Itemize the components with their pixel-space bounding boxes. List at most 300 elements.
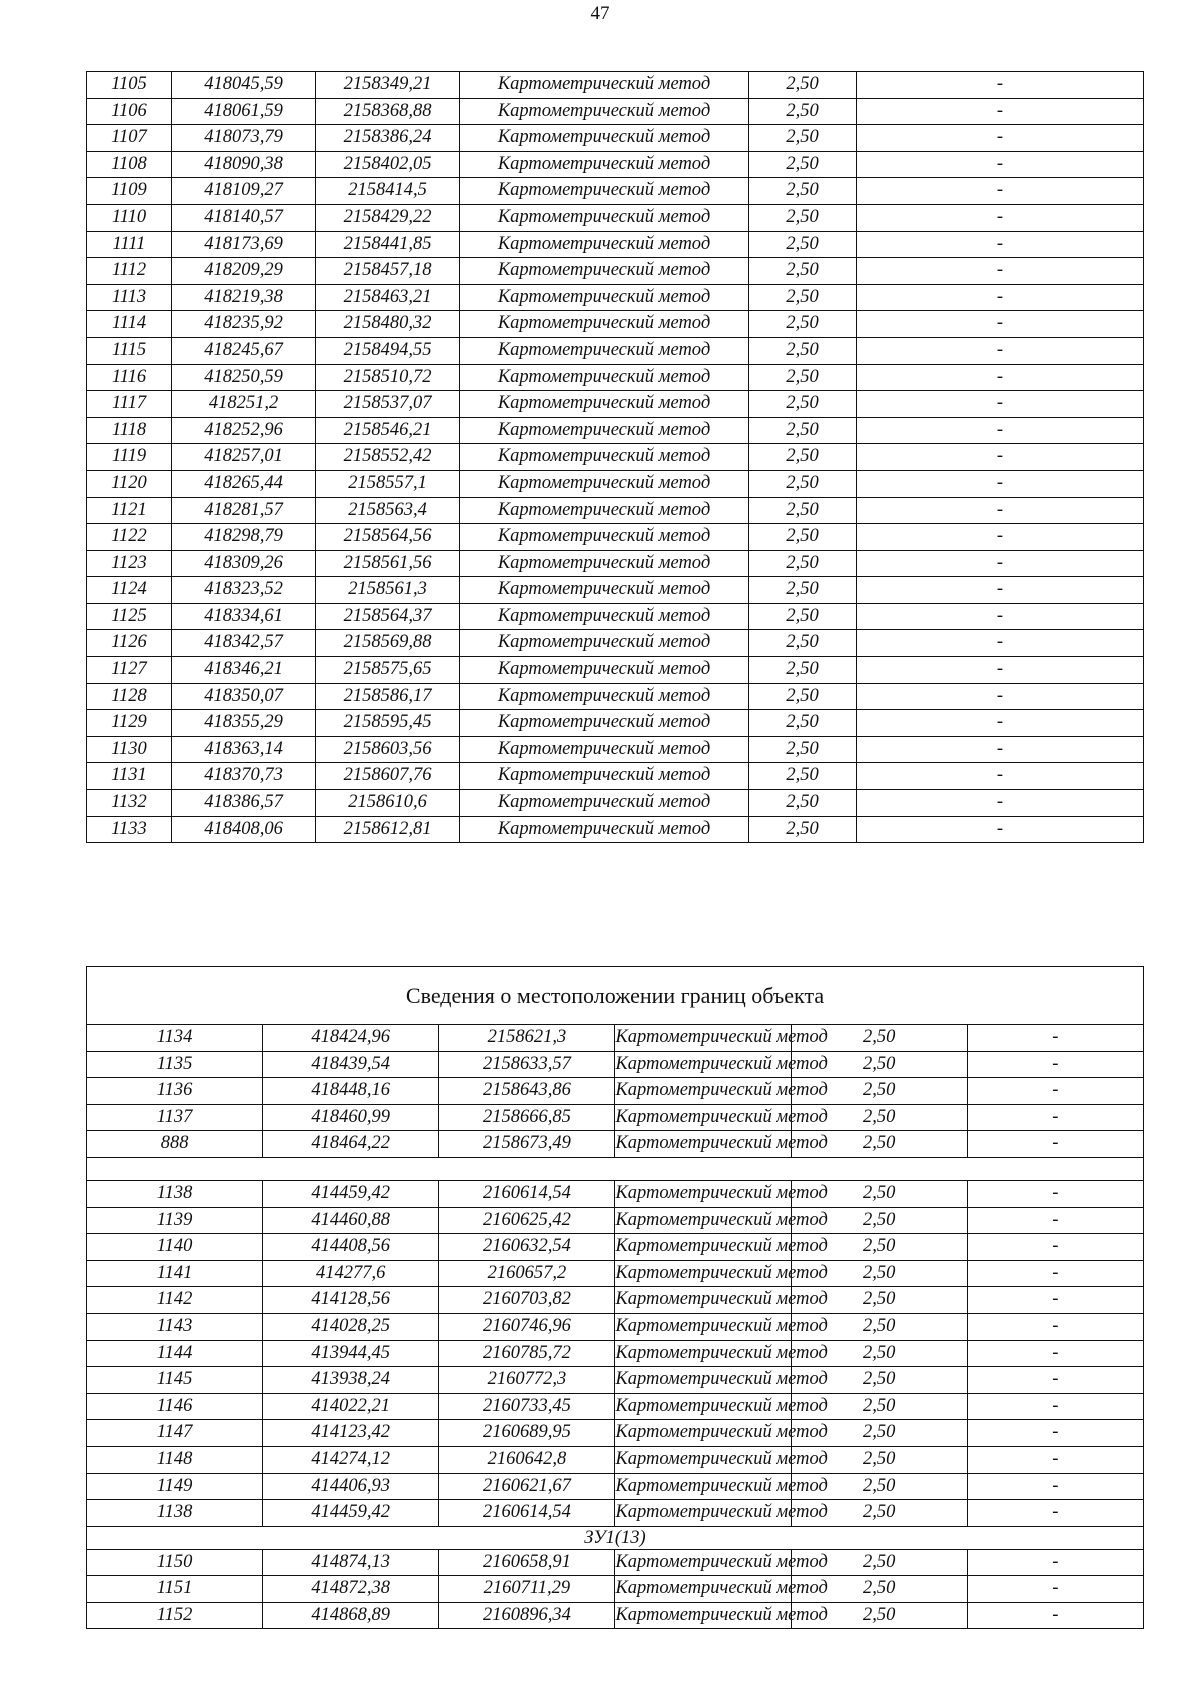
x-coordinate-cell: 414028,25 xyxy=(263,1313,439,1340)
accuracy-cell: 2,50 xyxy=(749,337,857,364)
description-cell: - xyxy=(857,497,1144,524)
x-coordinate-cell: 418408,06 xyxy=(172,816,316,843)
point-number-cell: 1151 xyxy=(87,1576,263,1603)
accuracy-cell: 2,50 xyxy=(791,1393,967,1420)
coordinates-table-1 xyxy=(86,71,1144,843)
description-cell: - xyxy=(857,417,1144,444)
table-row xyxy=(87,1260,1144,1287)
accuracy-cell: 2,50 xyxy=(749,72,857,99)
y-coordinate-cell: 2158386,24 xyxy=(316,125,460,152)
table-row xyxy=(87,550,1144,577)
point-number-cell: 1121 xyxy=(87,497,172,524)
accuracy-cell: 2,50 xyxy=(791,1313,967,1340)
table-row xyxy=(87,1420,1144,1447)
accuracy-cell: 2,50 xyxy=(791,1025,967,1052)
table-row xyxy=(87,1367,1144,1394)
accuracy-cell: 2,50 xyxy=(749,178,857,205)
group-c-label-section xyxy=(87,1526,1144,1549)
accuracy-cell: 2,50 xyxy=(749,258,857,285)
description-cell: - xyxy=(857,391,1144,418)
method-cell: Картометрический метод xyxy=(460,603,749,630)
x-coordinate-cell: 414123,42 xyxy=(263,1420,439,1447)
table-row xyxy=(87,657,1144,684)
method-cell: Картометрический метод xyxy=(615,1287,791,1314)
table-row xyxy=(87,1313,1144,1340)
method-cell: Картометрический метод xyxy=(460,231,749,258)
accuracy-cell: 2,50 xyxy=(791,1131,967,1158)
x-coordinate-cell: 418173,69 xyxy=(172,231,316,258)
table-row xyxy=(87,710,1144,737)
table-row xyxy=(87,470,1144,497)
point-number-cell: 1148 xyxy=(87,1446,263,1473)
table-row xyxy=(87,1576,1144,1603)
point-number-cell: 1144 xyxy=(87,1340,263,1367)
accuracy-cell: 2,50 xyxy=(791,1234,967,1261)
accuracy-cell: 2,50 xyxy=(749,364,857,391)
x-coordinate-cell: 418061,59 xyxy=(172,98,316,125)
description-cell: - xyxy=(857,603,1144,630)
y-coordinate-cell: 2158537,07 xyxy=(316,391,460,418)
description-cell: - xyxy=(967,1287,1143,1314)
x-coordinate-cell: 414868,89 xyxy=(263,1602,439,1629)
accuracy-cell: 2,50 xyxy=(791,1260,967,1287)
point-number-cell: 1110 xyxy=(87,204,172,231)
description-cell: - xyxy=(967,1104,1143,1131)
accuracy-cell: 2,50 xyxy=(791,1051,967,1078)
point-number-cell: 1112 xyxy=(87,258,172,285)
description-cell: - xyxy=(857,151,1144,178)
method-cell: Картометрический метод xyxy=(615,1131,791,1158)
description-cell: - xyxy=(857,258,1144,285)
accuracy-cell: 2,50 xyxy=(791,1367,967,1394)
y-coordinate-cell: 2158494,55 xyxy=(316,337,460,364)
point-number-cell: 1150 xyxy=(87,1549,263,1576)
point-number-cell: 1115 xyxy=(87,337,172,364)
description-cell: - xyxy=(967,1393,1143,1420)
table-row xyxy=(87,683,1144,710)
x-coordinate-cell: 414128,56 xyxy=(263,1287,439,1314)
description-cell: - xyxy=(857,710,1144,737)
description-cell: - xyxy=(857,337,1144,364)
y-coordinate-cell: 2158633,57 xyxy=(439,1051,615,1078)
description-cell: - xyxy=(967,1207,1143,1234)
x-coordinate-cell: 418346,21 xyxy=(172,657,316,684)
y-coordinate-cell: 2158612,81 xyxy=(316,816,460,843)
x-coordinate-cell: 418265,44 xyxy=(172,470,316,497)
point-number-cell: 1139 xyxy=(87,1207,263,1234)
description-cell: - xyxy=(857,550,1144,577)
accuracy-cell: 2,50 xyxy=(749,417,857,444)
x-coordinate-cell: 418109,27 xyxy=(172,178,316,205)
description-cell: - xyxy=(857,204,1144,231)
x-coordinate-cell: 418257,01 xyxy=(172,444,316,471)
table-title: Сведения о местоположении границ объекта xyxy=(87,967,1144,1025)
accuracy-cell: 2,50 xyxy=(749,790,857,817)
y-coordinate-cell: 2158429,22 xyxy=(316,204,460,231)
x-coordinate-cell: 418464,22 xyxy=(263,1131,439,1158)
description-cell: - xyxy=(857,125,1144,152)
method-cell: Картометрический метод xyxy=(460,151,749,178)
x-coordinate-cell: 414274,12 xyxy=(263,1446,439,1473)
coordinates-group-a xyxy=(87,1025,1144,1158)
table-row xyxy=(87,1393,1144,1420)
x-coordinate-cell: 418342,57 xyxy=(172,630,316,657)
point-number-cell: 1130 xyxy=(87,736,172,763)
method-cell: Картометрический метод xyxy=(460,524,749,551)
y-coordinate-cell: 2158575,65 xyxy=(316,657,460,684)
method-cell: Картометрический метод xyxy=(460,125,749,152)
accuracy-cell: 2,50 xyxy=(749,736,857,763)
x-coordinate-cell: 418252,96 xyxy=(172,417,316,444)
method-cell: Картометрический метод xyxy=(615,1367,791,1394)
method-cell: Картометрический метод xyxy=(615,1576,791,1603)
table-row xyxy=(87,231,1144,258)
description-cell: - xyxy=(857,630,1144,657)
point-number-cell: 1125 xyxy=(87,603,172,630)
table-row xyxy=(87,1234,1144,1261)
y-coordinate-cell: 2160703,82 xyxy=(439,1287,615,1314)
method-cell: Картометрический метод xyxy=(615,1500,791,1527)
page-number: 47 xyxy=(590,3,610,24)
x-coordinate-cell: 418281,57 xyxy=(172,497,316,524)
x-coordinate-cell: 418334,61 xyxy=(172,603,316,630)
description-cell: - xyxy=(967,1078,1143,1105)
point-number-cell: 1123 xyxy=(87,550,172,577)
point-number-cell: 1132 xyxy=(87,790,172,817)
method-cell: Картометрический метод xyxy=(460,204,749,231)
method-cell: Картометрический метод xyxy=(615,1340,791,1367)
table-row xyxy=(87,1131,1144,1158)
point-number-cell: 1147 xyxy=(87,1420,263,1447)
point-number-cell: 1109 xyxy=(87,178,172,205)
description-cell: - xyxy=(967,1576,1143,1603)
accuracy-cell: 2,50 xyxy=(749,470,857,497)
description-cell: - xyxy=(857,736,1144,763)
method-cell: Картометрический метод xyxy=(460,683,749,710)
method-cell: Картометрический метод xyxy=(615,1473,791,1500)
y-coordinate-cell: 2158368,88 xyxy=(316,98,460,125)
accuracy-cell: 2,50 xyxy=(791,1287,967,1314)
table-row xyxy=(87,630,1144,657)
y-coordinate-cell: 2160772,3 xyxy=(439,1367,615,1394)
point-number-cell: 1129 xyxy=(87,710,172,737)
method-cell: Картометрический метод xyxy=(460,657,749,684)
point-number-cell: 1142 xyxy=(87,1287,263,1314)
y-coordinate-cell: 2158557,1 xyxy=(316,470,460,497)
table-row xyxy=(87,736,1144,763)
x-coordinate-cell: 418045,59 xyxy=(172,72,316,99)
accuracy-cell: 2,50 xyxy=(749,524,857,551)
table-row xyxy=(87,1549,1144,1576)
accuracy-cell: 2,50 xyxy=(749,497,857,524)
table-row xyxy=(87,72,1144,99)
method-cell: Картометрический метод xyxy=(460,311,749,338)
y-coordinate-cell: 2158673,49 xyxy=(439,1131,615,1158)
method-cell: Картометрический метод xyxy=(460,470,749,497)
x-coordinate-cell: 418323,52 xyxy=(172,577,316,604)
accuracy-cell: 2,50 xyxy=(749,231,857,258)
x-coordinate-cell: 413944,45 xyxy=(263,1340,439,1367)
table-row xyxy=(87,444,1144,471)
method-cell: Картометрический метод xyxy=(615,1207,791,1234)
table-row xyxy=(87,284,1144,311)
method-cell: Картометрический метод xyxy=(460,577,749,604)
accuracy-cell: 2,50 xyxy=(791,1078,967,1105)
point-number-cell: 1118 xyxy=(87,417,172,444)
accuracy-cell: 2,50 xyxy=(749,125,857,152)
x-coordinate-cell: 418460,99 xyxy=(263,1104,439,1131)
method-cell: Картометрический метод xyxy=(615,1260,791,1287)
point-number-cell: 1116 xyxy=(87,364,172,391)
x-coordinate-cell: 414459,42 xyxy=(263,1500,439,1527)
coordinates-group-b xyxy=(87,1180,1144,1526)
x-coordinate-cell: 418251,2 xyxy=(172,391,316,418)
point-number-cell: 1114 xyxy=(87,311,172,338)
method-cell: Картометрический метод xyxy=(460,364,749,391)
point-number-cell: 1122 xyxy=(87,524,172,551)
table-row xyxy=(87,1180,1144,1207)
description-cell: - xyxy=(967,1051,1143,1078)
y-coordinate-cell: 2158643,86 xyxy=(439,1078,615,1105)
accuracy-cell: 2,50 xyxy=(749,577,857,604)
table-row xyxy=(87,337,1144,364)
method-cell: Картометрический метод xyxy=(460,550,749,577)
method-cell: Картометрический метод xyxy=(460,337,749,364)
table-row xyxy=(87,763,1144,790)
x-coordinate-cell: 418309,26 xyxy=(172,550,316,577)
x-coordinate-cell: 414408,56 xyxy=(263,1234,439,1261)
coordinates-group-c xyxy=(87,1549,1144,1629)
description-cell: - xyxy=(857,577,1144,604)
description-cell: - xyxy=(967,1500,1143,1527)
y-coordinate-cell: 2158563,4 xyxy=(316,497,460,524)
x-coordinate-cell: 413938,24 xyxy=(263,1367,439,1394)
method-cell: Картометрический метод xyxy=(460,736,749,763)
table-row xyxy=(87,1287,1144,1314)
method-cell: Картометрический метод xyxy=(615,1393,791,1420)
description-cell: - xyxy=(967,1446,1143,1473)
accuracy-cell: 2,50 xyxy=(749,657,857,684)
y-coordinate-cell: 2158595,45 xyxy=(316,710,460,737)
y-coordinate-cell: 2158402,05 xyxy=(316,151,460,178)
table-row xyxy=(87,1025,1144,1052)
method-cell: Картометрический метод xyxy=(615,1104,791,1131)
group-label: ЗУ1(13) xyxy=(87,1526,1144,1549)
table-row xyxy=(87,1104,1144,1131)
point-number-cell: 1128 xyxy=(87,683,172,710)
point-number-cell: 1105 xyxy=(87,72,172,99)
point-number-cell: 1131 xyxy=(87,763,172,790)
point-number-cell: 1146 xyxy=(87,1393,263,1420)
description-cell: - xyxy=(857,790,1144,817)
accuracy-cell: 2,50 xyxy=(749,204,857,231)
blank-separator-cell xyxy=(87,1157,1144,1180)
coordinates-table-2-title-section xyxy=(87,967,1144,1025)
y-coordinate-cell: 2158564,37 xyxy=(316,603,460,630)
x-coordinate-cell: 414406,93 xyxy=(263,1473,439,1500)
description-cell: - xyxy=(857,470,1144,497)
description-cell: - xyxy=(967,1313,1143,1340)
description-cell: - xyxy=(967,1473,1143,1500)
point-number-cell: 1135 xyxy=(87,1051,263,1078)
x-coordinate-cell: 414277,6 xyxy=(263,1260,439,1287)
y-coordinate-cell: 2160746,96 xyxy=(439,1313,615,1340)
x-coordinate-cell: 418090,38 xyxy=(172,151,316,178)
description-cell: - xyxy=(857,683,1144,710)
y-coordinate-cell: 2160733,45 xyxy=(439,1393,615,1420)
x-coordinate-cell: 418209,29 xyxy=(172,258,316,285)
accuracy-cell: 2,50 xyxy=(749,630,857,657)
y-coordinate-cell: 2158480,32 xyxy=(316,311,460,338)
table-row xyxy=(87,178,1144,205)
accuracy-cell: 2,50 xyxy=(749,284,857,311)
y-coordinate-cell: 2158603,56 xyxy=(316,736,460,763)
y-coordinate-cell: 2158414,5 xyxy=(316,178,460,205)
x-coordinate-cell: 414874,13 xyxy=(263,1549,439,1576)
point-number-cell: 1138 xyxy=(87,1500,263,1527)
method-cell: Картометрический метод xyxy=(460,630,749,657)
table-row xyxy=(87,151,1144,178)
point-number-cell: 1117 xyxy=(87,391,172,418)
description-cell: - xyxy=(857,284,1144,311)
y-coordinate-cell: 2160614,54 xyxy=(439,1500,615,1527)
x-coordinate-cell: 418370,73 xyxy=(172,763,316,790)
point-number-cell: 1126 xyxy=(87,630,172,657)
y-coordinate-cell: 2160632,54 xyxy=(439,1234,615,1261)
y-coordinate-cell: 2160657,2 xyxy=(439,1260,615,1287)
table-row xyxy=(87,258,1144,285)
point-number-cell: 1138 xyxy=(87,1180,263,1207)
x-coordinate-cell: 418439,54 xyxy=(263,1051,439,1078)
y-coordinate-cell: 2160689,95 xyxy=(439,1420,615,1447)
description-cell: - xyxy=(857,311,1144,338)
y-coordinate-cell: 2158607,76 xyxy=(316,763,460,790)
accuracy-cell: 2,50 xyxy=(749,550,857,577)
accuracy-cell: 2,50 xyxy=(791,1340,967,1367)
x-coordinate-cell: 418350,07 xyxy=(172,683,316,710)
method-cell: Картометрический метод xyxy=(615,1180,791,1207)
point-number-cell: 1141 xyxy=(87,1260,263,1287)
y-coordinate-cell: 2158349,21 xyxy=(316,72,460,99)
table-row xyxy=(87,204,1144,231)
method-cell: Картометрический метод xyxy=(615,1234,791,1261)
y-coordinate-cell: 2158441,85 xyxy=(316,231,460,258)
point-number-cell: 1143 xyxy=(87,1313,263,1340)
y-coordinate-cell: 2160642,8 xyxy=(439,1446,615,1473)
y-coordinate-cell: 2158463,21 xyxy=(316,284,460,311)
y-coordinate-cell: 2158621,3 xyxy=(439,1025,615,1052)
table-row xyxy=(87,1500,1144,1527)
description-cell: - xyxy=(857,178,1144,205)
y-coordinate-cell: 2158564,56 xyxy=(316,524,460,551)
y-coordinate-cell: 2160625,42 xyxy=(439,1207,615,1234)
table-row xyxy=(87,577,1144,604)
x-coordinate-cell: 414022,21 xyxy=(263,1393,439,1420)
description-cell: - xyxy=(857,763,1144,790)
description-cell: - xyxy=(967,1602,1143,1629)
table-row xyxy=(87,1207,1144,1234)
accuracy-cell: 2,50 xyxy=(791,1602,967,1629)
point-number-cell: 1107 xyxy=(87,125,172,152)
accuracy-cell: 2,50 xyxy=(749,391,857,418)
table-row xyxy=(87,98,1144,125)
point-number-cell: 1120 xyxy=(87,470,172,497)
method-cell: Картометрический метод xyxy=(615,1446,791,1473)
method-cell: Картометрический метод xyxy=(615,1602,791,1629)
table-row xyxy=(87,1473,1144,1500)
point-number-cell: 1149 xyxy=(87,1473,263,1500)
y-coordinate-cell: 2158510,72 xyxy=(316,364,460,391)
method-cell: Картометрический метод xyxy=(615,1078,791,1105)
description-cell: - xyxy=(857,657,1144,684)
x-coordinate-cell: 418386,57 xyxy=(172,790,316,817)
point-number-cell: 1113 xyxy=(87,284,172,311)
accuracy-cell: 2,50 xyxy=(791,1207,967,1234)
y-coordinate-cell: 2158457,18 xyxy=(316,258,460,285)
point-number-cell: 1152 xyxy=(87,1602,263,1629)
accuracy-cell: 2,50 xyxy=(749,311,857,338)
x-coordinate-cell: 418250,59 xyxy=(172,364,316,391)
x-coordinate-cell: 418448,16 xyxy=(263,1078,439,1105)
x-coordinate-cell: 418073,79 xyxy=(172,125,316,152)
group-label-row xyxy=(87,1526,1144,1549)
accuracy-cell: 2,50 xyxy=(791,1446,967,1473)
x-coordinate-cell: 418424,96 xyxy=(263,1025,439,1052)
table-row xyxy=(87,1602,1144,1629)
table-row xyxy=(87,1446,1144,1473)
accuracy-cell: 2,50 xyxy=(791,1180,967,1207)
method-cell: Картометрический метод xyxy=(460,816,749,843)
accuracy-cell: 2,50 xyxy=(749,816,857,843)
table-row xyxy=(87,417,1144,444)
accuracy-cell: 2,50 xyxy=(749,763,857,790)
x-coordinate-cell: 418219,38 xyxy=(172,284,316,311)
y-coordinate-cell: 2158552,42 xyxy=(316,444,460,471)
coordinates-table-1-body xyxy=(87,72,1144,843)
point-number-cell: 1133 xyxy=(87,816,172,843)
point-number-cell: 1124 xyxy=(87,577,172,604)
method-cell: Картометрический метод xyxy=(615,1051,791,1078)
description-cell: - xyxy=(967,1367,1143,1394)
accuracy-cell: 2,50 xyxy=(749,603,857,630)
point-number-cell: 1119 xyxy=(87,444,172,471)
table-row xyxy=(87,603,1144,630)
y-coordinate-cell: 2158546,21 xyxy=(316,417,460,444)
group-separator xyxy=(87,1157,1144,1180)
method-cell: Картометрический метод xyxy=(460,391,749,418)
x-coordinate-cell: 418298,79 xyxy=(172,524,316,551)
description-cell: - xyxy=(967,1025,1143,1052)
method-cell: Картометрический метод xyxy=(460,284,749,311)
point-number-cell: 1137 xyxy=(87,1104,263,1131)
table-row xyxy=(87,1340,1144,1367)
point-number-cell: 1106 xyxy=(87,98,172,125)
x-coordinate-cell: 418355,29 xyxy=(172,710,316,737)
y-coordinate-cell: 2158569,88 xyxy=(316,630,460,657)
table-row xyxy=(87,790,1144,817)
description-cell: - xyxy=(967,1340,1143,1367)
y-coordinate-cell: 2160621,67 xyxy=(439,1473,615,1500)
accuracy-cell: 2,50 xyxy=(749,683,857,710)
x-coordinate-cell: 418363,14 xyxy=(172,736,316,763)
y-coordinate-cell: 2158610,6 xyxy=(316,790,460,817)
method-cell: Картометрический метод xyxy=(615,1025,791,1052)
point-number-cell: 1136 xyxy=(87,1078,263,1105)
accuracy-cell: 2,50 xyxy=(791,1420,967,1447)
y-coordinate-cell: 2160711,29 xyxy=(439,1576,615,1603)
description-cell: - xyxy=(857,72,1144,99)
point-number-cell: 1140 xyxy=(87,1234,263,1261)
